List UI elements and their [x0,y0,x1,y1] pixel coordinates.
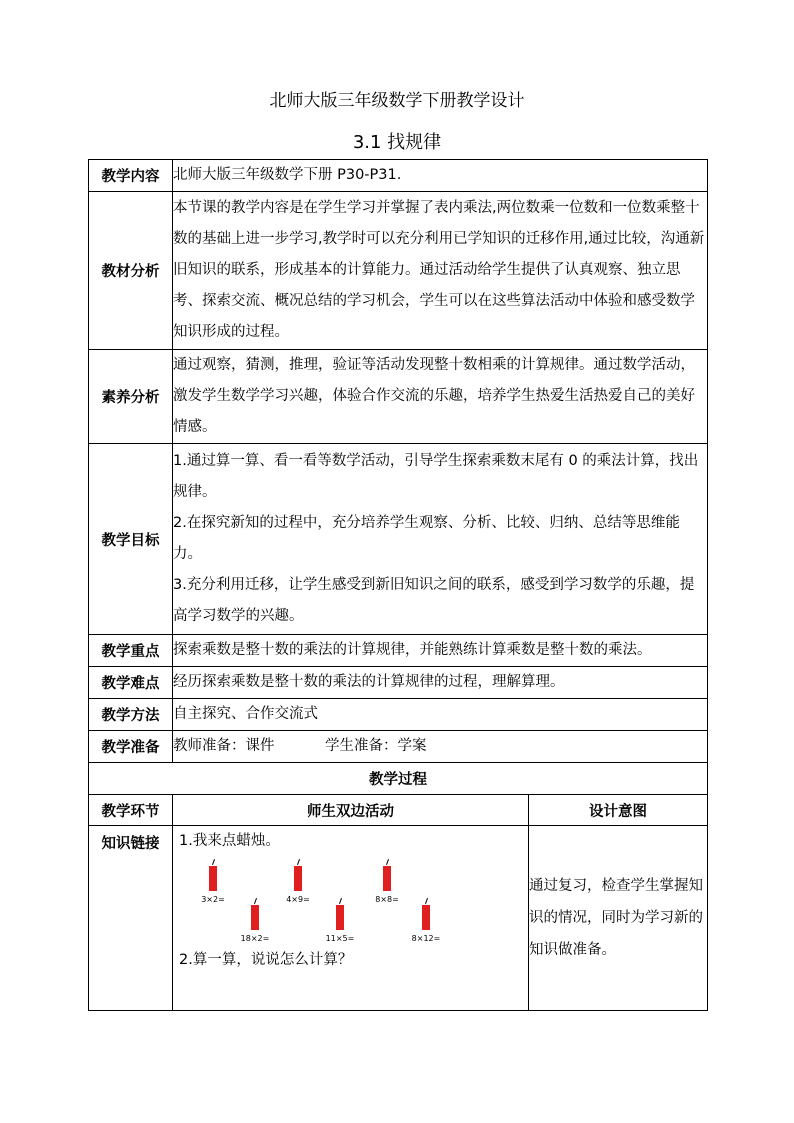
process-heading: 教学过程 [89,763,708,795]
value-goals [173,444,708,635]
label-content: 教学内容 [89,160,173,192]
value-difficulty: 经历探索乘数是整十数的乘法的计算规律的过程，理解算理。 [173,667,708,699]
row-goals [89,444,708,635]
candle-icon [336,905,344,930]
value-content: 北师大版三年级数学下册 P30-P31. [173,160,708,192]
student-prep: 学生准备：学案 [325,738,427,754]
wick-icon [254,898,257,904]
candle-icon [294,866,302,891]
value-material: 本节课的教学内容是在学生学习并掌握了表内乘法,两位数乘一位数和一位数乘整十数的基础上进一步学习,教学时可以充分利用已学知识的迁移作用,通过比较，沟通新旧知识的联系，形成基本的计算能力。通过活动给学生提供了认真观察、独立思考、探索交流、概况总结的学习机会，学生可以在这些算法活动中体验和感受数学知识形成的过程。 [173,192,708,350]
candle-icon [383,866,391,891]
candle-label: 4×9= [286,895,310,904]
column-activity: 师生双边活动 [173,795,529,826]
goal-item: 2.在探究新知的过程中，充分培养学生观察、分析、比较、归纳、总结等思维能力。 [173,515,680,562]
row-process-columns [89,795,708,826]
document-title: 北师大版三年级数学下册教学设计 [269,91,525,111]
lesson-plan-table [88,159,708,1011]
candle-icon [422,905,430,930]
value-method: 自主探究、合作交流式 [173,699,708,731]
row-literacy [89,350,708,444]
row-key [89,635,708,667]
stage-label: 知识链接 [89,826,173,1011]
value-prep [173,731,708,763]
value-key: 探索乘数是整十数的乘法的计算规律，并能熟练计算乘数是整十数的乘法。 [173,635,708,667]
wick-icon [297,859,300,865]
candle-illustration [179,856,479,946]
document-subtitle: 3.1 找规律 [352,132,442,153]
row-material [89,192,708,350]
goal-item: 3.充分利用迁移，让学生感受到新旧知识之间的联系，感受到学习数学的乐趣，提高学习数学的兴趣。 [173,577,695,624]
candle-label: 11×5= [325,934,355,943]
candle-label: 8×8= [375,895,399,904]
wick-icon [339,898,342,904]
row-prep [89,731,708,763]
candle-icon [251,905,259,930]
teacher-prep: 教师准备：课件 [173,738,275,754]
goal-item: 1.通过算一算、看一看等数学活动，引导学生探索乘数末尾有 0 的乘法计算，找出规律。 [173,453,699,500]
label-literacy: 素养分析 [89,350,173,444]
column-intent: 设计意图 [529,795,708,826]
intent-cell: 通过复习，检查学生掌握知识的情况，同时为学习新的知识做准备。 [529,826,708,1011]
label-method: 教学方法 [89,699,173,731]
label-material: 教材分析 [89,192,173,350]
activity-2: 2.算一算，说说怎么计算？ [179,952,353,968]
row-content [89,160,708,192]
wick-icon [425,898,428,904]
label-difficulty: 教学难点 [89,667,173,699]
row-process-heading [89,763,708,795]
label-key: 教学重点 [89,635,173,667]
row-method [89,699,708,731]
activity-1: 1.我来点蜡烛。 [179,833,280,849]
candle-label: 8×12= [411,934,441,943]
candle-label: 3×2= [201,895,225,904]
candle-label: 18×2= [240,934,270,943]
label-goals: 教学目标 [89,444,173,635]
row-difficulty [89,667,708,699]
activity-cell [173,826,529,1011]
wick-icon [386,859,389,865]
column-stage: 教学环节 [89,795,173,826]
row-knowledge-link [89,826,708,1011]
label-prep: 教学准备 [89,731,173,763]
candle-icon [209,866,217,891]
value-literacy: 通过观察，猜测，推理，验证等活动发现整十数相乘的计算规律。通过数学活动，激发学生数学学习兴趣，体验合作交流的乐趣，培养学生热爱生活热爱自己的美好情感。 [173,350,708,444]
wick-icon [212,859,215,865]
